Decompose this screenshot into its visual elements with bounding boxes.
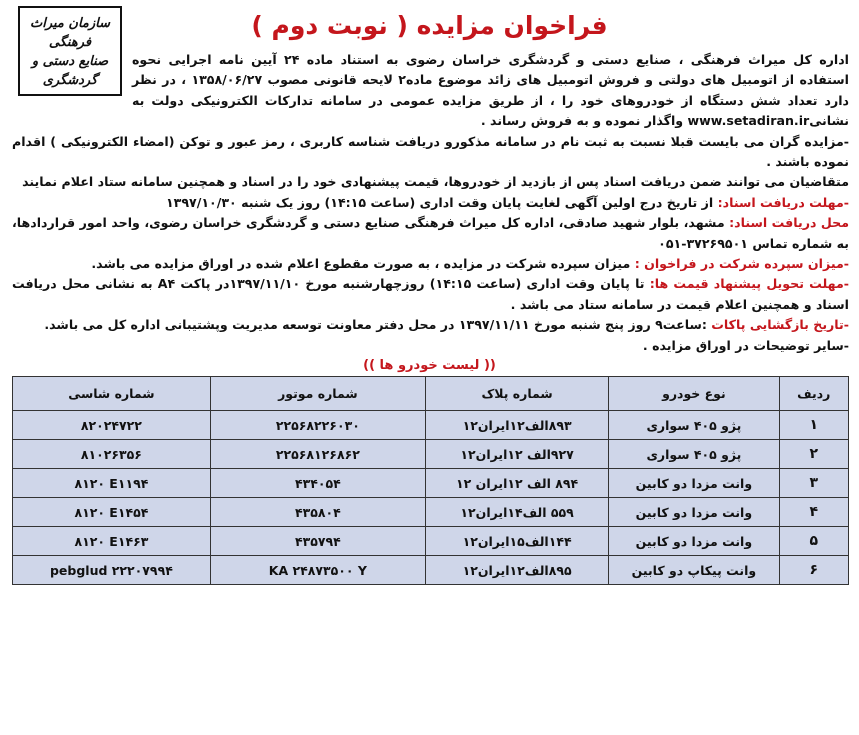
notice-title: فراخوان مزایده ( نوبت دوم ) [251,11,608,40]
header-row-number: ردیف [779,377,848,411]
engine-number: ۴۳۵۸۰۴ [210,498,425,527]
header [10,6,849,88]
plate-number: ۸۹۴ الف ۱۲ایران ۱۲ [425,469,608,498]
table-header-row [13,377,849,411]
notice-body [12,50,849,356]
plate-number: ۸۹۳الف۱۲ایران۱۲ [425,411,608,440]
table-row [13,556,849,585]
deposit-text: میزان سپرده شرکت در مزایده ، به صورت مقطوع اعلام شده در اوراق مزایده می باشد. [91,256,635,272]
vehicle-table [12,376,849,585]
chassis-number: ۸۱۲۰ E۱۱۹۴ [13,469,211,498]
paragraph-document-deadline [12,193,849,213]
row-number: ۳ [779,469,848,498]
plate-number: ۵۵۹ الف۱۴ایران۱۲ [425,498,608,527]
table-row [13,469,849,498]
paragraph-opening-date [12,315,849,335]
bid-deadline-text: تا پایان وقت اداری (ساعت ۱۴:۱۵) روزچهارشنبه مورخ ۱۳۹۷/۱۱/۱۰در پاکت A۴ به نشانی محل دریافت اسناد و همچنین اعلام قیمت در سامانه ستاد می باشد . [12,276,849,312]
table-row [13,440,849,469]
chassis-number: ۸۱۲۰ E۱۴۵۴ [13,498,211,527]
vehicle-list-title: (( لیست خودرو ها )) [363,358,496,374]
row-number: ۵ [779,527,848,556]
row-number: ۶ [779,556,848,585]
chassis-number: ۸۲۰۲۴۷۲۲ [13,411,211,440]
paragraph-applicants: متقاضیان می توانند ضمن دریافت اسناد پس از بازدید از خودروها، قیمت پیشنهادی خود را در اسناد و همچنین سامانه ستاد اعلام نمایند [22,174,849,190]
plate-number: ۹۲۷الف ۱۲ایران۱۲ [425,440,608,469]
paragraph-intro: اداره کل میراث فرهنگی ، صنایع دستی و گردشگری خراسان رضوی به استناد ماده ۲۴ آیین نامه اجرایی نحوه استفاده از اتومبیل های دولتی و فروش اتومبیل های زائد موضوع ماده۲ لایحه قانونی مصوب ۱۳۵۸/۰۶/۲۷ ، در نظر دارد تعداد شش دستگاه از خودروهای خود را ، از طریق مزایده عمومی در سامانه تدارکات الکترونیکی دولت به نشانیwww.setadiran.ir واگذار نموده و به فروش رساند . [132,52,849,129]
table-row [13,498,849,527]
opening-date-text: :ساعت۹ روز پنج شنبه مورخ ۱۳۹۷/۱۱/۱۱ در محل دفتر معاونت توسعه مدیریت وپشتیبانی اداره کل می باشد. [44,317,712,333]
table-row [13,527,849,556]
header-plate-number: شماره پلاک [425,377,608,411]
engine-number: ۴۳۴۰۵۴ [210,469,425,498]
document-deadline-text: از تاریخ درج اولین آگهی لغایت پایان وقت اداری (ساعت ۱۴:۱۵) روز یک شنبه ۱۳۹۷/۱۰/۳۰ [166,194,718,210]
row-number: ۲ [779,440,848,469]
organization-seal [18,6,122,96]
document-location-text: مشهد، بلوار شهید صادقی، اداره کل میراث فرهنگی صنایع دستی و گردشگری خراسان رضوی، واحد امور قراردادها، به شماره تماس ۳۷۲۶۹۵۰۱-۰۵۱ [12,215,849,251]
paragraph-document-location [12,213,849,254]
chassis-number: ۸۱۲۰ E۱۴۶۳ [13,527,211,556]
vehicle-type: پژو ۴۰۵ سواری [609,440,779,469]
table-row [13,411,849,440]
engine-number: ۲۲۵۶۸۱۲۶۸۶۲ [210,440,425,469]
engine-number: ۲۲۵۶۸۲۲۶۰۳۰ [210,411,425,440]
plate-number: ۱۴۴الف۱۵ایران۱۲ [425,527,608,556]
chassis-number: ۸۱۰۲۶۳۵۶ [13,440,211,469]
row-number: ۱ [779,411,848,440]
vehicle-type: وانت مزدا دو کابین [609,527,779,556]
row-number: ۴ [779,498,848,527]
header-chassis-number: شماره شاسی [13,377,211,411]
header-engine-number: شماره موتور [210,377,425,411]
seal-line-2: صنایع دستی و گردشگری [31,54,109,88]
document-location-label: محل دریافت اسناد: [729,215,850,231]
engine-number: KA ۲۴۸۷۳۵۰۰ Y [210,556,425,585]
chassis-number: pebglud ۲۲۲۰۷۹۹۴ [13,556,211,585]
vehicle-type: وانت پیکاپ دو کابین [609,556,779,585]
engine-number: ۴۳۵۷۹۴ [210,527,425,556]
paragraph-deposit [12,254,849,274]
paragraph-bid-deadline [12,274,849,315]
vehicle-type: وانت مزدا دو کابین [609,469,779,498]
vehicle-type: پژو ۴۰۵ سواری [609,411,779,440]
paragraph-registration: -مزایده گران می بایست قبلا نسبت به ثبت نام در سامانه مذکورو دریافت شناسه کاربری ، رمز عبور و توکن (امضاء الکترونیکی ) اقدام نموده باشند . [12,133,849,170]
header-vehicle-type: نوع خودرو [609,377,779,411]
vehicle-type: وانت مزدا دو کابین [609,498,779,527]
document-deadline-label: -مهلت دریافت اسناد: [717,194,849,210]
opening-date-label: -تاریخ بازگشایی پاکات [711,317,849,333]
deposit-label: -میزان سپرده شرکت در فراخوان : [634,256,849,272]
paragraph-other-notes: -سایر توضیحات در اوراق مزایده . [642,337,849,353]
seal-line-1: سازمان میراث فرهنگی [29,16,111,50]
plate-number: ۸۹۵الف۱۲ایران۱۲ [425,556,608,585]
bid-deadline-label: -مهلت تحویل پیشنهاد قیمت ها: [649,276,849,292]
